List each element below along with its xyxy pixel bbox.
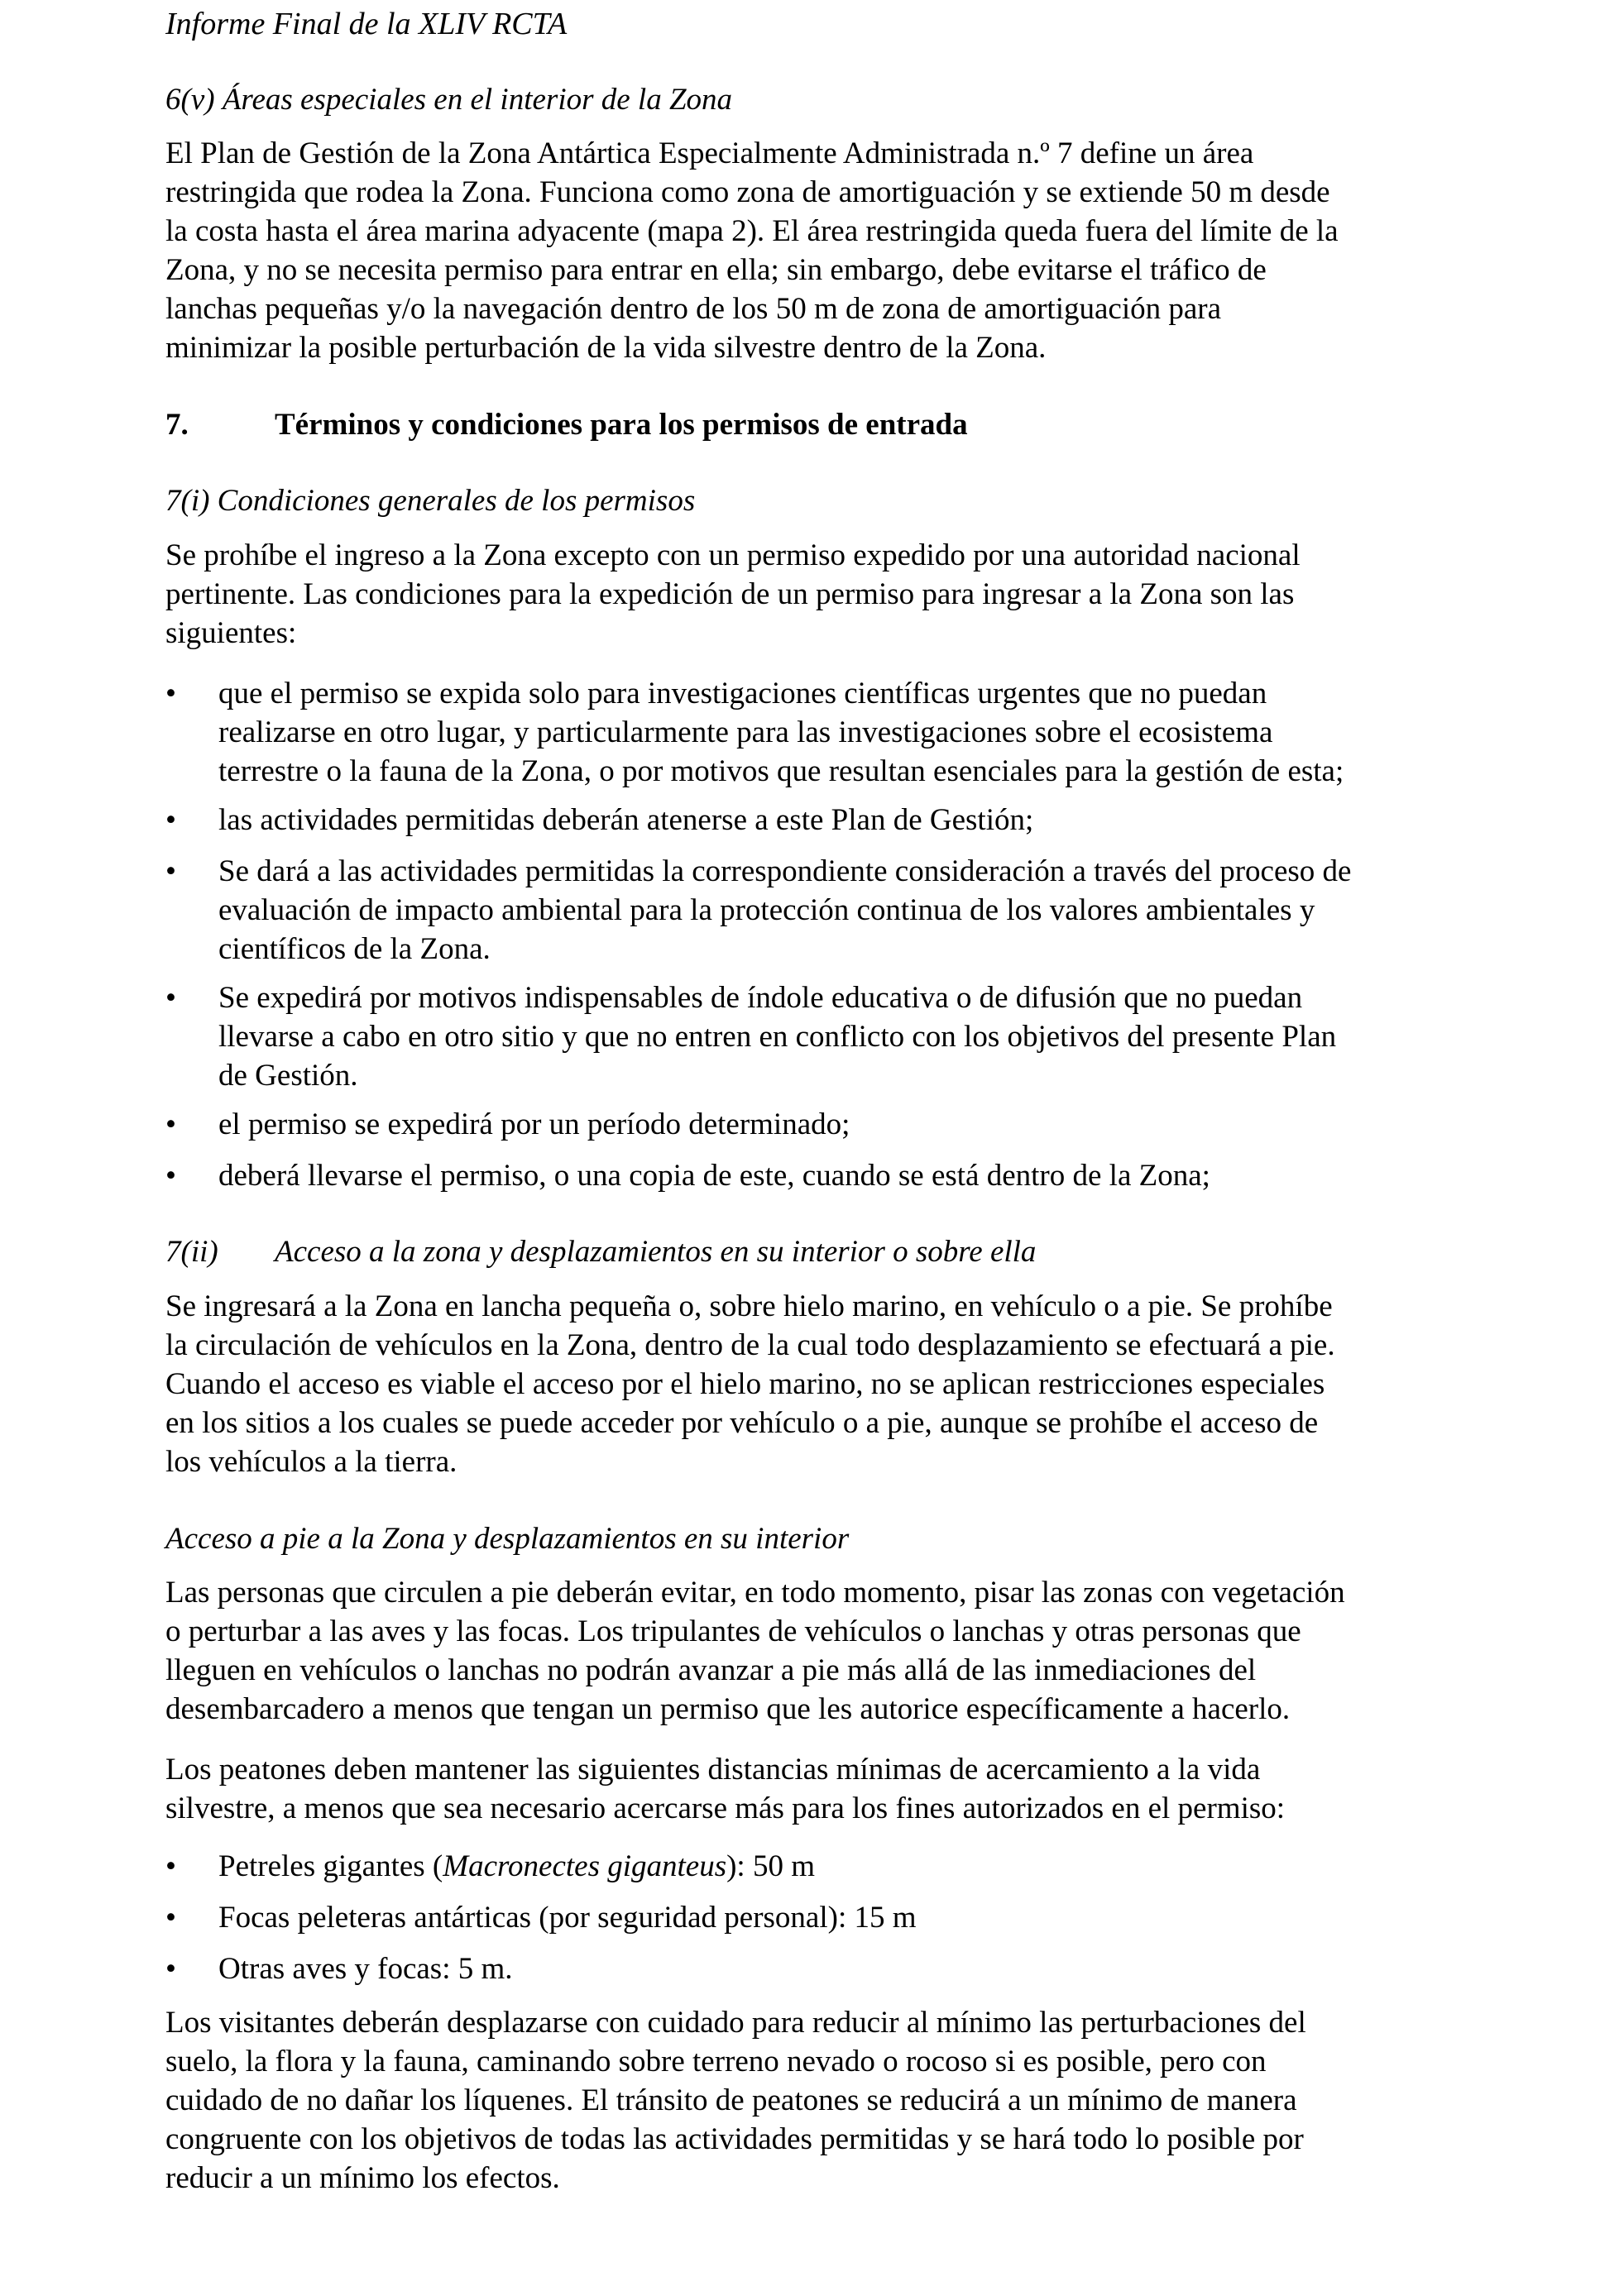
list-item-line: Se dará a las actividades permitidas la correspondiente consideración a través del proceso de (218, 854, 1352, 888)
paragraph-line: lanchas pequeñas y/o la navegación dentro de los 50 m de zona de amortiguación para (165, 292, 1222, 326)
foot-access-paragraph-2 (165, 1750, 1473, 1828)
paragraph-line: los vehículos a la tierra. (165, 1445, 457, 1479)
list-item-line: llevarse a cabo en otro sitio y que no entren en conflicto con los objetivos del presente Plan (218, 1020, 1337, 1054)
bullet-icon: • (165, 854, 176, 888)
section-6v-paragraph (165, 134, 1473, 367)
paragraph-line: la costa hasta el área marina adyacente (mapa 2). El área restringida queda fuera del límite de la (165, 214, 1339, 248)
paragraph-line: reducir a un mínimo los efectos. (165, 2161, 560, 2195)
section-7ii-paragraph (165, 1287, 1473, 1481)
section-7-title: Términos y condiciones para los permisos de entrada (275, 408, 968, 442)
list-item-line: las actividades permitidas deberán atenerse a este Plan de Gestión; (218, 803, 1034, 837)
list-item-line: realizarse en otro lugar, y particularmente para las investigaciones sobre el ecosistema (218, 715, 1273, 749)
list-item-line: de Gestión. (218, 1059, 358, 1093)
list-item-line: que el permiso se expida solo para investigaciones científicas urgentes que no puedan (218, 677, 1267, 710)
bullet-icon: • (165, 1849, 176, 1883)
section-7ii-heading (165, 1232, 1473, 1271)
list-item-line: terrestre o la fauna de la Zona, o por motivos que resultan esenciales para la gestión de esta; (218, 754, 1344, 788)
list-item-line: Focas peleteras antárticas (por seguridad personal): 15 m (218, 1901, 917, 1935)
paragraph-line: Se prohíbe el ingreso a la Zona excepto con un permiso expedido por una autoridad nacional (165, 538, 1301, 572)
list-item-line: deberá llevarse el permiso, o una copia de este, cuando se está dentro de la Zona; (218, 1159, 1210, 1193)
bullet-icon: • (165, 1952, 176, 1986)
section-7-heading (165, 405, 1473, 444)
bullet-icon: • (165, 1107, 176, 1141)
running-header: Informe Final de la XLIV RCTA (165, 7, 568, 41)
paragraph-line: siguientes: (165, 616, 297, 650)
foot-access-paragraph-3 (165, 2003, 1473, 2198)
section-7i-heading: 7(i) Condiciones generales de los permisos (165, 484, 696, 518)
paragraph-line: restringida que rodea la Zona. Funciona como zona de amortiguación y se extiende 50 m desde (165, 175, 1330, 209)
list-item-line: Se expedirá por motivos indispensables de índole educativa o de difusión que no puedan (218, 981, 1303, 1015)
petrels-suffix: ): 50 m (726, 1849, 815, 1883)
paragraph-line: desembarcadero a menos que tengan un permiso que les autorice específicamente a hacerlo. (165, 1692, 1291, 1726)
foot-access-paragraph-1 (165, 1573, 1473, 1729)
species-name: Macronectes giganteus (443, 1849, 727, 1883)
paragraph-line: en los sitios a los cuales se puede acceder por vehículo o a pie, aunque se prohíbe el acceso de (165, 1406, 1319, 1440)
paragraph-line: Se ingresará a la Zona en lancha pequeña o, sobre hielo marino, en vehículo o a pie. Se prohíbe (165, 1289, 1333, 1323)
bullet-icon: • (165, 677, 176, 710)
paragraph-line: o perturbar a las aves y las focas. Los tripulantes de vehículos o lanchas y otras personas que (165, 1614, 1301, 1648)
paragraph-line: Las personas que circulen a pie deberán evitar, en todo momento, pisar las zonas con vegetación (165, 1576, 1345, 1610)
paragraph-line: Zona, y no se necesita permiso para entrar en ella; sin embargo, debe evitarse el tráfico de (165, 253, 1267, 287)
paragraph-line: pertinente. Las condiciones para la expedición de un permiso para ingresar a la Zona son las (165, 577, 1295, 611)
paragraph-line: Cuando el acceso es viable el acceso por el hielo marino, no se aplican restricciones especiales (165, 1367, 1325, 1401)
list-item-line: Otras aves y focas: 5 m. (218, 1952, 513, 1986)
list-item-line: el permiso se expedirá por un período determinado; (218, 1107, 850, 1141)
paragraph-line: El Plan de Gestión de la Zona Antártica Especialmente Administrada n.º 7 define un área (165, 136, 1254, 170)
section-7ii-title: Acceso a la zona y desplazamientos en su interior o sobre ella (275, 1235, 1037, 1269)
list-item-line: evaluación de impacto ambiental para la protección continua de los valores ambientales y (218, 893, 1315, 927)
paragraph-line: Los peatones deben mantener las siguientes distancias mínimas de acercamiento a la vida (165, 1753, 1261, 1787)
bullet-icon: • (165, 803, 176, 837)
section-7ii-number: 7(ii) (165, 1235, 218, 1269)
paragraph-line: minimizar la posible perturbación de la vida silvestre dentro de la Zona. (165, 331, 1047, 365)
list-item-line: científicos de la Zona. (218, 932, 491, 966)
paragraph-line: lleguen en vehículos o lanchas no podrán avanzar a pie más allá de las inmediaciones del (165, 1653, 1257, 1687)
paragraph-line: cuidado de no dañar los líquenes. El tránsito de peatones se reducirá a un mínimo de manera (165, 2083, 1297, 2117)
petrels-prefix: Petreles gigantes ( (218, 1849, 443, 1883)
list-item-line (218, 1847, 1473, 1886)
paragraph-line: congruente con los objetivos de todas las actividades permitidas y se hará todo lo posible por (165, 2122, 1304, 2156)
bullet-icon: • (165, 1901, 176, 1935)
section-7i-intro (165, 536, 1473, 653)
section-6v-heading: 6(v) Áreas especiales en el interior de la Zona (165, 83, 733, 117)
paragraph-line: la circulación de vehículos en la Zona, dentro de la cual todo desplazamiento se efectuará a pie. (165, 1328, 1335, 1362)
bullet-icon: • (165, 1159, 176, 1193)
bullet-icon: • (165, 981, 176, 1015)
foot-access-heading: Acceso a pie a la Zona y desplazamientos en su interior (165, 1522, 850, 1556)
paragraph-line: suelo, la flora y la fauna, caminando sobre terreno nevado o rocoso si es posible, pero con (165, 2045, 1267, 2078)
section-7-number: 7. (165, 408, 189, 442)
paragraph-line: Los visitantes deberán desplazarse con cuidado para reducir al mínimo las perturbaciones del (165, 2006, 1306, 2040)
paragraph-line: silvestre, a menos que sea necesario acercarse más para los fines autorizados en el permiso: (165, 1791, 1286, 1825)
